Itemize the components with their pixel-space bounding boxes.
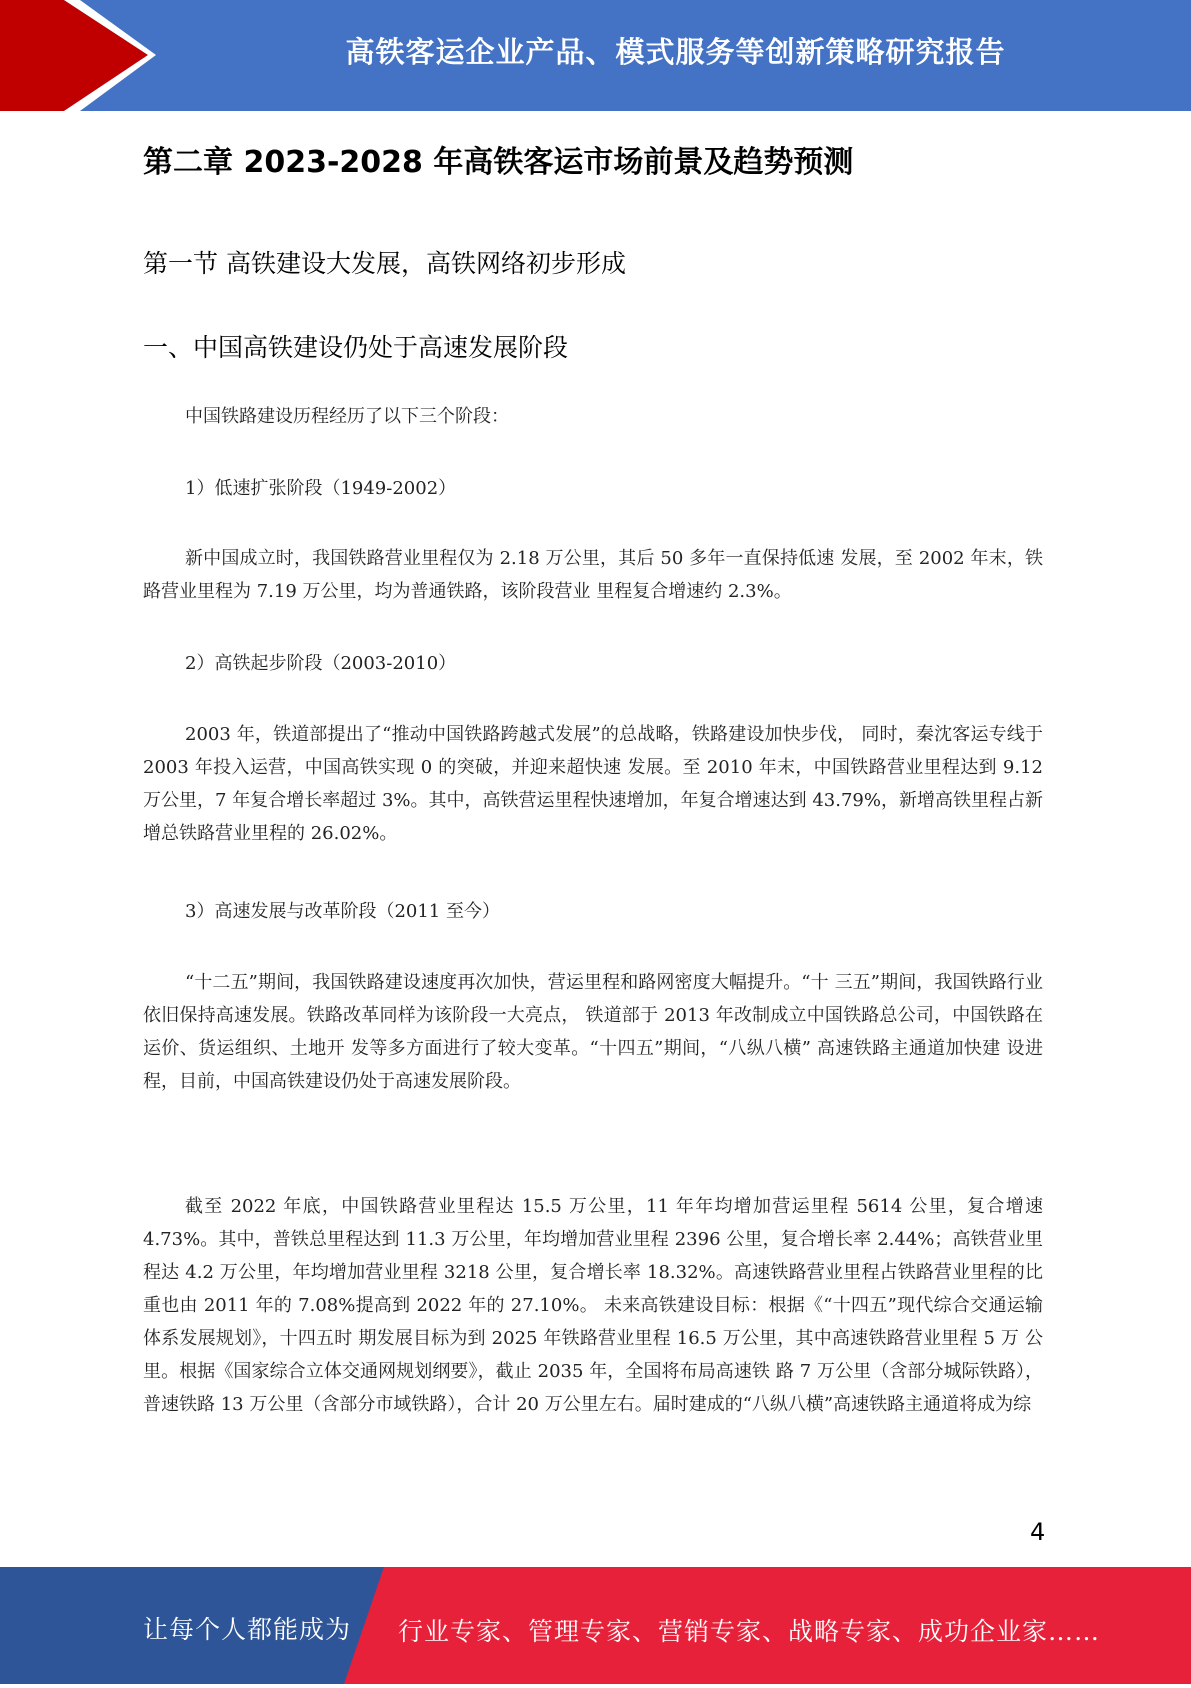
body-paragraph: 截至 2022 年底，中国铁路营业里程达 15.5 万公里，11 年年均增加营运里程 5614 公里，复合增速 4.73%。其中，普铁总里程达到 11.3 万公里，年均增加营业里程 2396 公里，复合增长率 2.44%；高铁营业里程达 4.2 万公里，年均增加营业里程 3218 公里，复合增长率 18.32%。高速铁路营业里程占铁路营业里程的比重也由 2011 年的 7.08%提高到 2022 年的 27.10%。 未来高铁建设目标：根据《“十四五”现代综合交通运输体系发展规划》，十四五时 期发展目标为到 2025 年铁路营业里程 16.5 万公里，其中高速铁路营业里程 5 万 公里。根据《国家综合立体交通网规划纲要》，截止 2035 年，全国将布局高速铁 路 7 万公里（含部分城际铁路），普速铁路 13 万公里（含部分市域铁路），合计 20 万公里左右。届时建成的“八纵八横”高速铁路主通道将成为综: [143, 1196, 1043, 1415]
stage-heading: 2）高铁起步阶段（2003-2010）: [185, 653, 457, 674]
page-number: 4: [1030, 1518, 1046, 1546]
subsection-title: 一、中国高铁建设仍处于高速发展阶段: [143, 333, 569, 362]
body-paragraph: 新中国成立时，我国铁路营业里程仅为 2.18 万公里，其后 50 多年一直保持低速 发展，至 2002 年末，铁路营业里程为 7.19 万公里，均为普通铁路，该阶段营业 里程复合增速约 2.3%。: [143, 548, 1043, 602]
report-title: 高铁客运企业产品、模式服务等创新策略研究报告: [345, 34, 1006, 69]
chapter-title: 第二章 2023-2028 年高铁客运市场前景及趋势预测: [143, 145, 854, 180]
stage-heading: 1）低速扩张阶段（1949-2002）: [185, 478, 457, 499]
body-paragraph: 2003 年，铁道部提出了“推动中国铁路跨越式发展”的总战略，铁路建设加快步伐， 同时，秦沈客运专线于 2003 年投入运营，中国高铁实现 0 的突破，并迎来超快速 发展。至 2010 年末，中国铁路营业里程达到 9.12 万公里，7 年复合增长率超过 3%。其中，高铁营运里程快速增加，年复合增速达到 43.79%，新增高铁里程占新 增总铁路营业里程的 26.02%。: [143, 724, 1043, 844]
stage-heading: 3）高速发展与改革阶段（2011 至今）: [185, 901, 500, 922]
body-paragraph: “十二五”期间，我国铁路建设速度再次加快，营运里程和路网密度大幅提升。“十 三五”期间，我国铁路行业依旧保持高速发展。铁路改革同样为该阶段一大亮点， 铁道部于 2013 年改制成立中国铁路总公司，中国铁路在运价、货运组织、土地开 发等多方面进行了较大变革。“十四五”期间，“八纵八横” 高速铁路主通道加快建 设进程，目前，中国高铁建设仍处于高速发展阶段。: [143, 972, 1043, 1092]
footer-slogan-left: 让每个人都能成为: [143, 1615, 352, 1644]
page-header-band: [0, 0, 1191, 111]
header-chevron-decoration: [0, 0, 160, 111]
body-paragraph: 中国铁路建设历程经历了以下三个阶段：: [185, 406, 509, 427]
section-title: 第一节 高铁建设大发展，高铁网络初步形成: [143, 249, 626, 278]
footer-slogan-right: 行业专家、管理专家、营销专家、战略专家、成功企业家……: [398, 1617, 1101, 1646]
